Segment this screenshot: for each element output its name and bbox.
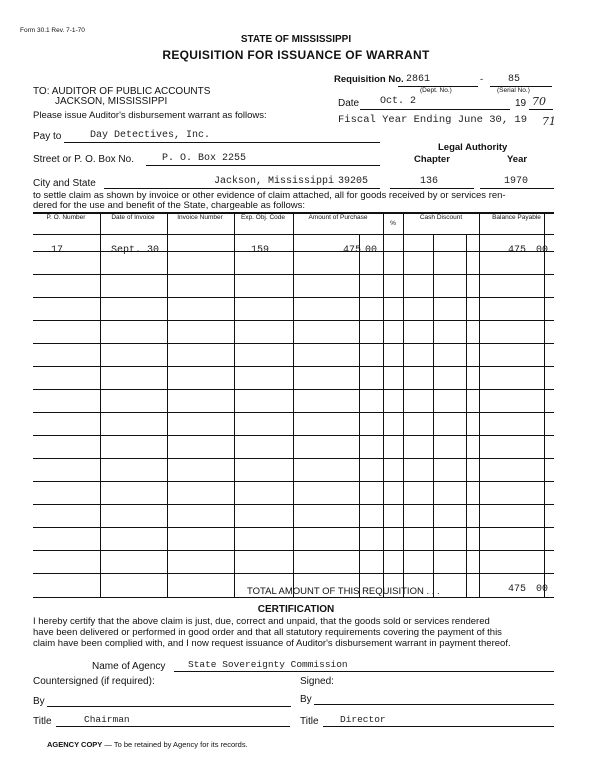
footer-agency-copy: AGENCY COPY	[47, 740, 103, 749]
row1-date[interactable]: Sept. 30	[111, 245, 160, 256]
serial-no-value[interactable]: 85	[508, 74, 521, 85]
table-row-rule	[33, 297, 554, 298]
certification-line-3: claim have been complied with, and I now request issuance of Auditor's disbursement warrant in payment thereof.	[33, 638, 511, 649]
footer-note	[47, 740, 248, 749]
header-discount: Cash Discount	[419, 214, 463, 221]
requisition-label: Requisition No.	[334, 74, 404, 85]
legal-authority-label: Legal Authority	[438, 142, 508, 153]
footer-rest: — To be retained by Agency for its records.	[102, 740, 248, 749]
table-row-rule	[33, 481, 554, 482]
chapter-label: Chapter	[414, 154, 450, 165]
dept-no-value[interactable]: 2861	[406, 74, 431, 85]
signed-label: Signed:	[300, 676, 334, 687]
table-row-rule	[33, 274, 554, 275]
total-label: TOTAL AMOUNT OF THIS REQUISITION . . .	[247, 586, 440, 597]
claim-table	[33, 212, 554, 597]
header-po: P. O. Number	[46, 214, 86, 221]
right-by-label: By	[300, 694, 312, 705]
pay-to-label: Pay to	[33, 131, 62, 142]
row1-exp[interactable]: 159	[251, 245, 270, 256]
date-value[interactable]: Oct. 2	[380, 96, 417, 107]
row1-balance-dollars[interactable]: 475	[508, 245, 527, 256]
agency-label: Name of Agency	[92, 661, 166, 672]
right-title-label: Title	[300, 716, 319, 727]
year-value[interactable]: 1970	[504, 176, 529, 187]
zip-value[interactable]: 39205	[338, 176, 369, 187]
settle-text-1: to settle claim as shown by invoice or other evidence of claim attached, all for goods received by or services ren-	[33, 190, 506, 201]
table-row-rule	[33, 320, 554, 321]
year-label: Year	[507, 154, 528, 165]
agency-value[interactable]: State Sovereignty Commission	[188, 659, 348, 670]
date-year-prefix: 19	[515, 98, 527, 109]
certification-line-1: I hereby certify that the above claim is just, due, correct and unpaid, that the goods sold or services rendered	[33, 616, 490, 627]
header-amount: Amount of Purchase	[308, 214, 368, 221]
table-column-rule	[403, 212, 404, 597]
table-row-rule	[33, 458, 554, 459]
header-invoice: Invoice Number	[177, 214, 223, 221]
table-row-rule	[33, 435, 554, 436]
city-value[interactable]: Jackson, Mississippi	[214, 176, 335, 187]
right-title-value[interactable]: Director	[340, 714, 386, 725]
table-column-rule	[383, 212, 384, 597]
table-row-rule	[33, 573, 554, 574]
chapter-value[interactable]: 136	[420, 176, 439, 187]
city-label: City and State	[33, 178, 96, 189]
row1-po[interactable]: 17	[51, 245, 64, 256]
table-row-rule	[33, 504, 554, 505]
street-value[interactable]: P. O. Box 2255	[162, 153, 247, 164]
countersigned-label: Countersigned (if required):	[33, 676, 155, 687]
table-row-rule	[33, 389, 554, 390]
instruction-text: Please issue Auditor's disbursement warrant as follows:	[33, 110, 267, 121]
table-column-rule	[479, 212, 480, 597]
date-label: Date	[338, 98, 360, 109]
serial-no-caption: (Serial No.)	[497, 87, 530, 94]
date-year-value[interactable]: 70	[532, 95, 546, 108]
table-row-rule	[33, 412, 554, 413]
header-balance: Balance Payable	[492, 214, 541, 221]
table-column-rule	[100, 212, 101, 597]
form-code: Form 30.1 Rev. 7-1-70	[20, 27, 85, 34]
state-heading: STATE OF MISSISSIPPI	[240, 34, 352, 45]
pay-to-value[interactable]: Day Detectives, Inc.	[90, 130, 211, 141]
certification-line-2: have been delivered or performed in good order and that all statutory requirements covering the payment of this	[33, 627, 502, 638]
left-by-label: By	[33, 696, 45, 707]
table-column-rule	[234, 212, 235, 597]
street-label: Street or P. O. Box No.	[33, 154, 134, 165]
table-row-rule	[33, 550, 554, 551]
table-row-rule	[33, 597, 554, 598]
to-line-1: TO: AUDITOR OF PUBLIC ACCOUNTS	[33, 86, 211, 97]
left-title-value[interactable]: Chairman	[84, 714, 130, 725]
table-cents-rule	[359, 234, 360, 597]
header-exp: Exp. Obj. Code	[240, 214, 286, 221]
settle-text-2: dered for the use and benefit of the State, chargeable as follows:	[33, 200, 305, 211]
row1-balance-cents[interactable]: 00	[536, 245, 549, 256]
to-line-2: JACKSON, MISSISSIPPI	[55, 96, 168, 107]
total-dollars[interactable]: 475	[508, 584, 527, 595]
row1-amount-dollars[interactable]: 475	[343, 245, 362, 256]
table-row-rule	[33, 527, 554, 528]
table-row-rule	[33, 251, 554, 252]
fiscal-year-label: Fiscal Year Ending June 30, 19	[338, 114, 528, 126]
table-column-rule	[167, 212, 168, 597]
table-row-rule	[33, 343, 554, 344]
row1-amount-cents[interactable]: 00	[365, 245, 378, 256]
table-row-rule	[33, 366, 554, 367]
certification-title: CERTIFICATION	[257, 604, 335, 615]
table-column-rule	[544, 212, 545, 597]
left-title-label: Title	[33, 716, 52, 727]
dept-no-caption: (Dept. No.)	[420, 87, 452, 94]
table-cents-rule	[433, 234, 434, 597]
fiscal-year-value[interactable]: 71	[542, 115, 556, 128]
table-column-rule	[293, 212, 294, 597]
header-date: Date of Invoice	[111, 214, 155, 221]
table-cents-rule	[466, 234, 467, 597]
total-cents[interactable]: 00	[536, 584, 549, 595]
form-title: REQUISITION FOR ISSUANCE OF WARRANT	[162, 48, 430, 62]
table-row-rule	[33, 234, 554, 235]
header-percent: %	[390, 220, 396, 227]
